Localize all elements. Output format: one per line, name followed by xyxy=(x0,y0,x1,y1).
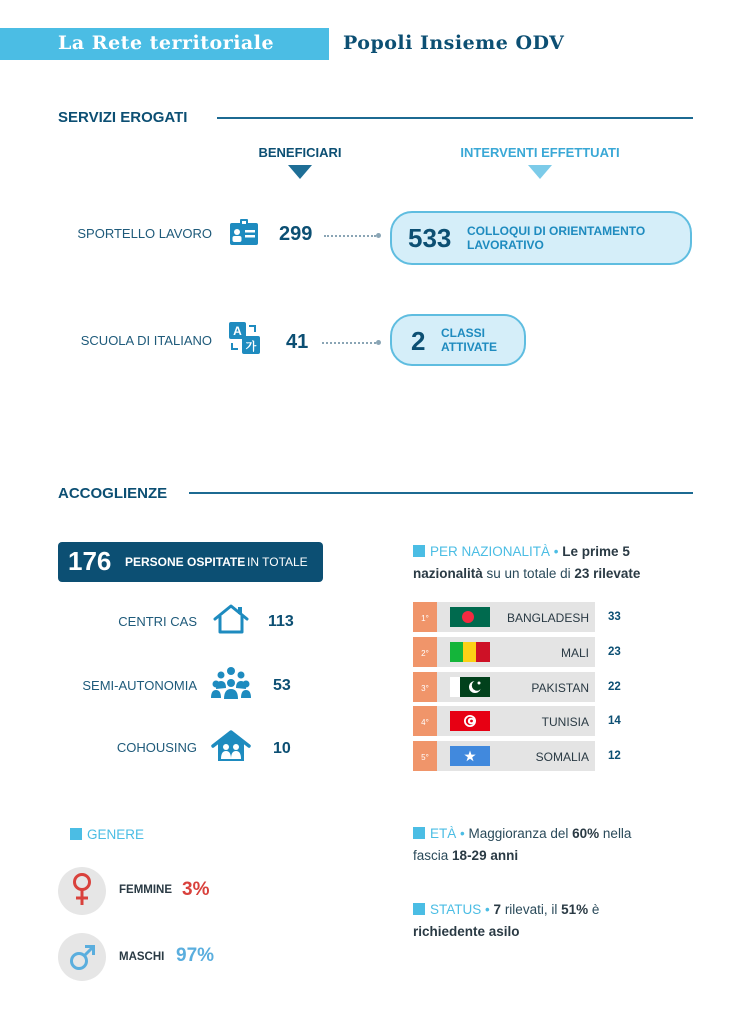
accoglienza-label-semiautonomia: SEMI-AUTONOMIA xyxy=(82,678,197,693)
total-persone-value: 176 xyxy=(68,546,112,576)
accoglienza-value-cohousing: 10 xyxy=(273,740,291,757)
connector-end xyxy=(376,340,381,345)
accoglienza-value-cas: 113 xyxy=(268,613,294,630)
column-header-beneficiari: BENEFICIARI xyxy=(258,145,342,160)
accoglienza-label-cas: CENTRI CAS xyxy=(118,614,197,629)
section-divider xyxy=(217,117,693,119)
rank-badge: 3° xyxy=(413,672,437,702)
accoglienza-value-semiautonomia: 53 xyxy=(273,677,291,694)
rank-badge: 1° xyxy=(413,602,437,632)
country-value: 23 xyxy=(608,646,621,658)
nazionalita-heading: PER NAZIONALITÀ • Le prime 5 nazionalità su un totale di 23 rilevate xyxy=(413,544,641,581)
section-title-accoglienze: ACCOGLIENZE xyxy=(58,485,168,502)
column-header-interventi: INTERVENTI EFFETTUATI xyxy=(460,145,620,160)
rank-badge: 2° xyxy=(413,637,437,667)
female-symbol-icon xyxy=(70,872,94,908)
arrow-down-icon xyxy=(528,165,552,179)
maschi-label: MASCHI xyxy=(119,951,165,963)
connector-dots xyxy=(324,235,376,237)
maschi-value: 97% xyxy=(176,945,215,966)
interventi-text: COLLOQUI DI ORIENTAMENTO LAVORATIVO xyxy=(467,224,646,252)
header-title: La Rete territoriale xyxy=(58,32,275,54)
country-name: BANGLADESH xyxy=(506,611,589,625)
arrow-down-icon xyxy=(288,165,312,179)
country-value: 33 xyxy=(608,611,621,623)
total-persone-label: PERSONE OSPITATE xyxy=(125,555,246,569)
people-group-icon xyxy=(210,666,252,700)
femmine-label: FEMMINE xyxy=(119,884,173,896)
section-divider xyxy=(189,492,693,494)
connector-dots xyxy=(322,342,376,344)
id-card-icon xyxy=(229,218,259,246)
country-name: MALI xyxy=(560,646,589,660)
service-label-sportello: SPORTELLO LAVORO xyxy=(77,226,212,241)
country-value: 14 xyxy=(608,715,621,727)
rank-badge: 5° xyxy=(413,741,437,771)
rank-badge: 4° xyxy=(413,706,437,736)
bullet-square xyxy=(413,545,425,557)
cohousing-icon xyxy=(211,730,251,762)
country-name: SOMALIA xyxy=(535,750,589,764)
bullet-square xyxy=(413,903,425,915)
femmine-value: 3% xyxy=(182,879,210,900)
translate-icon xyxy=(228,321,262,355)
svg-text:가: 가 xyxy=(245,340,257,353)
house-icon xyxy=(212,603,250,635)
eta-info: ETÀ • Maggioranza del 60% nella fascia 18-29 anni xyxy=(413,826,632,863)
bullet-square xyxy=(70,828,82,840)
connector-end xyxy=(376,233,381,238)
country-name: PAKISTAN xyxy=(531,681,589,695)
status-info: STATUS • 7 rilevati, il 51% è richiedente asilo xyxy=(413,902,600,939)
country-name: TUNISIA xyxy=(541,715,589,729)
beneficiari-value: 299 xyxy=(279,223,313,245)
accoglienza-label-cohousing: COHOUSING xyxy=(116,740,197,755)
interventi-value: 2 xyxy=(411,326,426,356)
beneficiari-value: 41 xyxy=(286,331,309,353)
country-value: 12 xyxy=(608,750,621,762)
interventi-text: CLASSI ATTIVATE xyxy=(441,326,497,354)
genere-heading: GENERE xyxy=(70,824,144,846)
svg-text:A: A xyxy=(233,324,242,338)
interventi-value: 533 xyxy=(408,223,452,253)
service-label-scuola: SCUOLA DI ITALIANO xyxy=(80,333,212,348)
header-org-name: Popoli Insieme ODV xyxy=(343,32,565,54)
section-title-servizi: SERVIZI EROGATI xyxy=(58,109,188,126)
bullet-square xyxy=(413,827,425,839)
country-value: 22 xyxy=(608,681,621,693)
total-persone-suffix: IN TOTALE xyxy=(247,555,308,569)
male-symbol-icon xyxy=(68,942,98,972)
